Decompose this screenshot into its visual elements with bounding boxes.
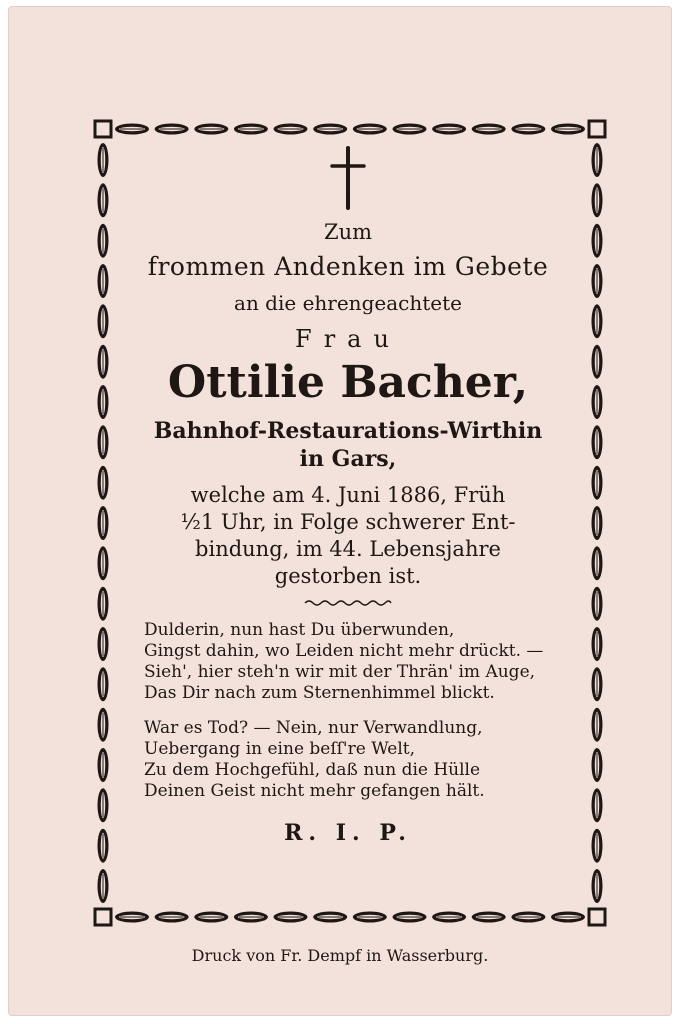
title-line: Frau — [295, 325, 401, 353]
verse-line: Dulderin, nun hast Du überwunden, — [144, 620, 455, 640]
verse-line: Gingst dahin, wo Leiden nicht mehr drückt. — — [144, 641, 544, 661]
place-line: in Gars, — [299, 446, 397, 472]
verse-stanza-2 — [144, 718, 568, 802]
cross-icon — [328, 146, 368, 210]
wavy-divider-icon — [303, 598, 393, 608]
memorial-card — [8, 6, 672, 1016]
card-text — [128, 146, 568, 846]
details-line: gestorben ist. — [274, 564, 422, 588]
verse-line: Deinen Geist nicht mehr gefangen hält. — [144, 781, 485, 801]
rip-closing: R. I. P. — [284, 820, 412, 846]
death-details — [128, 482, 568, 590]
details-line: ½1 Uhr, in Folge schwerer Ent- — [180, 510, 516, 534]
honour-line: an die ehrengeachtete — [234, 291, 462, 315]
occupation-line: Bahnhof-Restaurations-Wirthin — [153, 418, 543, 444]
intro-line: Zum — [323, 220, 373, 244]
printer-imprint: Druck von Fr. Dempf in Wasserburg. — [191, 946, 489, 965]
details-line: bindung, im 44. Lebensjahre — [195, 537, 501, 561]
dedication-line: frommen Andenken im Gebete — [147, 252, 549, 281]
verse-line: Zu dem Hochgefühl, daß nun die Hülle — [144, 760, 481, 780]
verse-line: Das Dir nach zum Sternenhimmel blickt. — [144, 683, 495, 703]
verse-line: Uebergang in eine beſſ're Welt, — [144, 739, 416, 759]
details-line: welche am 4. Juni 1886, Früh — [190, 483, 506, 507]
verse-line: Sieh', hier steh'n wir mit der Thrän' im Auge, — [144, 662, 536, 682]
verse-line: War es Tod? — Nein, nur Verwandlung, — [144, 718, 483, 738]
deceased-name: Ottilie Bacher, — [167, 357, 529, 408]
verse-stanza-1 — [144, 620, 568, 704]
